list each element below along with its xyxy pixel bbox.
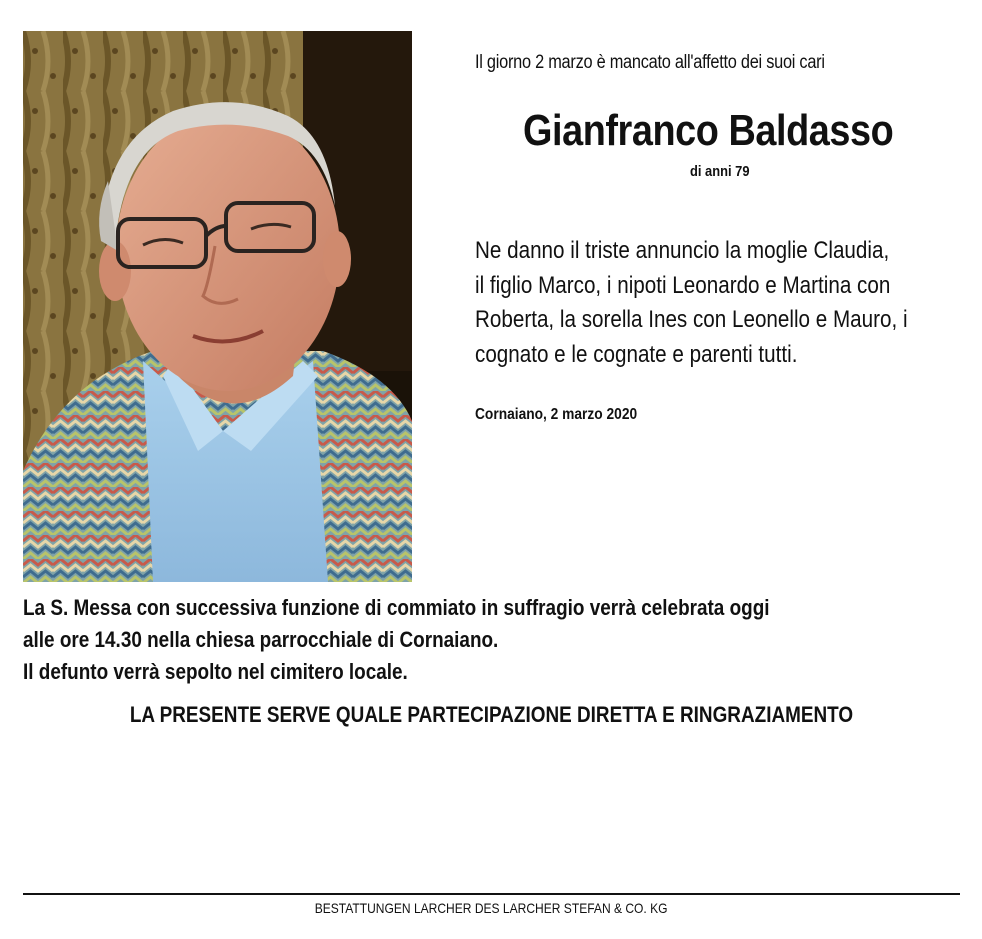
funeral-home-name: BESTATTUNGEN LARCHER DES LARCHER STEFAN & CO. KG: [314, 900, 668, 916]
mass-line: alle ore 14.30 nella chiesa parrocchiale di Cornaiano.: [23, 627, 499, 652]
footer-divider: [23, 893, 960, 895]
announcement-line: cognato e le cognate e parenti tutti.: [475, 340, 798, 368]
deceased-name: Gianfranco Baldasso: [523, 106, 894, 155]
announcement-line: Ne danno il triste annuncio la moglie Claudia,: [475, 237, 890, 264]
mass-information: [23, 592, 770, 688]
announcement-text: [475, 234, 908, 372]
announcement-line: il figlio Marco, i nipoti Leonardo e Martina con: [475, 271, 891, 299]
mass-line: Il defunto verrà sepolto nel cimitero locale.: [23, 659, 408, 684]
closing-notice-container: [0, 702, 982, 728]
announcement-line: Roberta, la sorella Ines con Leonello e Mauro, i: [475, 306, 908, 333]
deceased-age: di anni 79: [690, 163, 750, 180]
place-and-date: Cornaiano, 2 marzo 2020: [475, 406, 638, 423]
mass-line: La S. Messa con successiva funzione di commiato in suffragio verrà celebrata oggi: [23, 595, 770, 620]
intro-line: Il giorno 2 marzo è mancato all'affetto dei suoi cari: [475, 52, 825, 73]
footer-container: [0, 900, 982, 916]
deceased-portrait-photo: [23, 31, 412, 582]
closing-notice: LA PRESENTE SERVE QUALE PARTECIPAZIONE DIRETTA E RINGRAZIAMENTO: [129, 702, 853, 727]
